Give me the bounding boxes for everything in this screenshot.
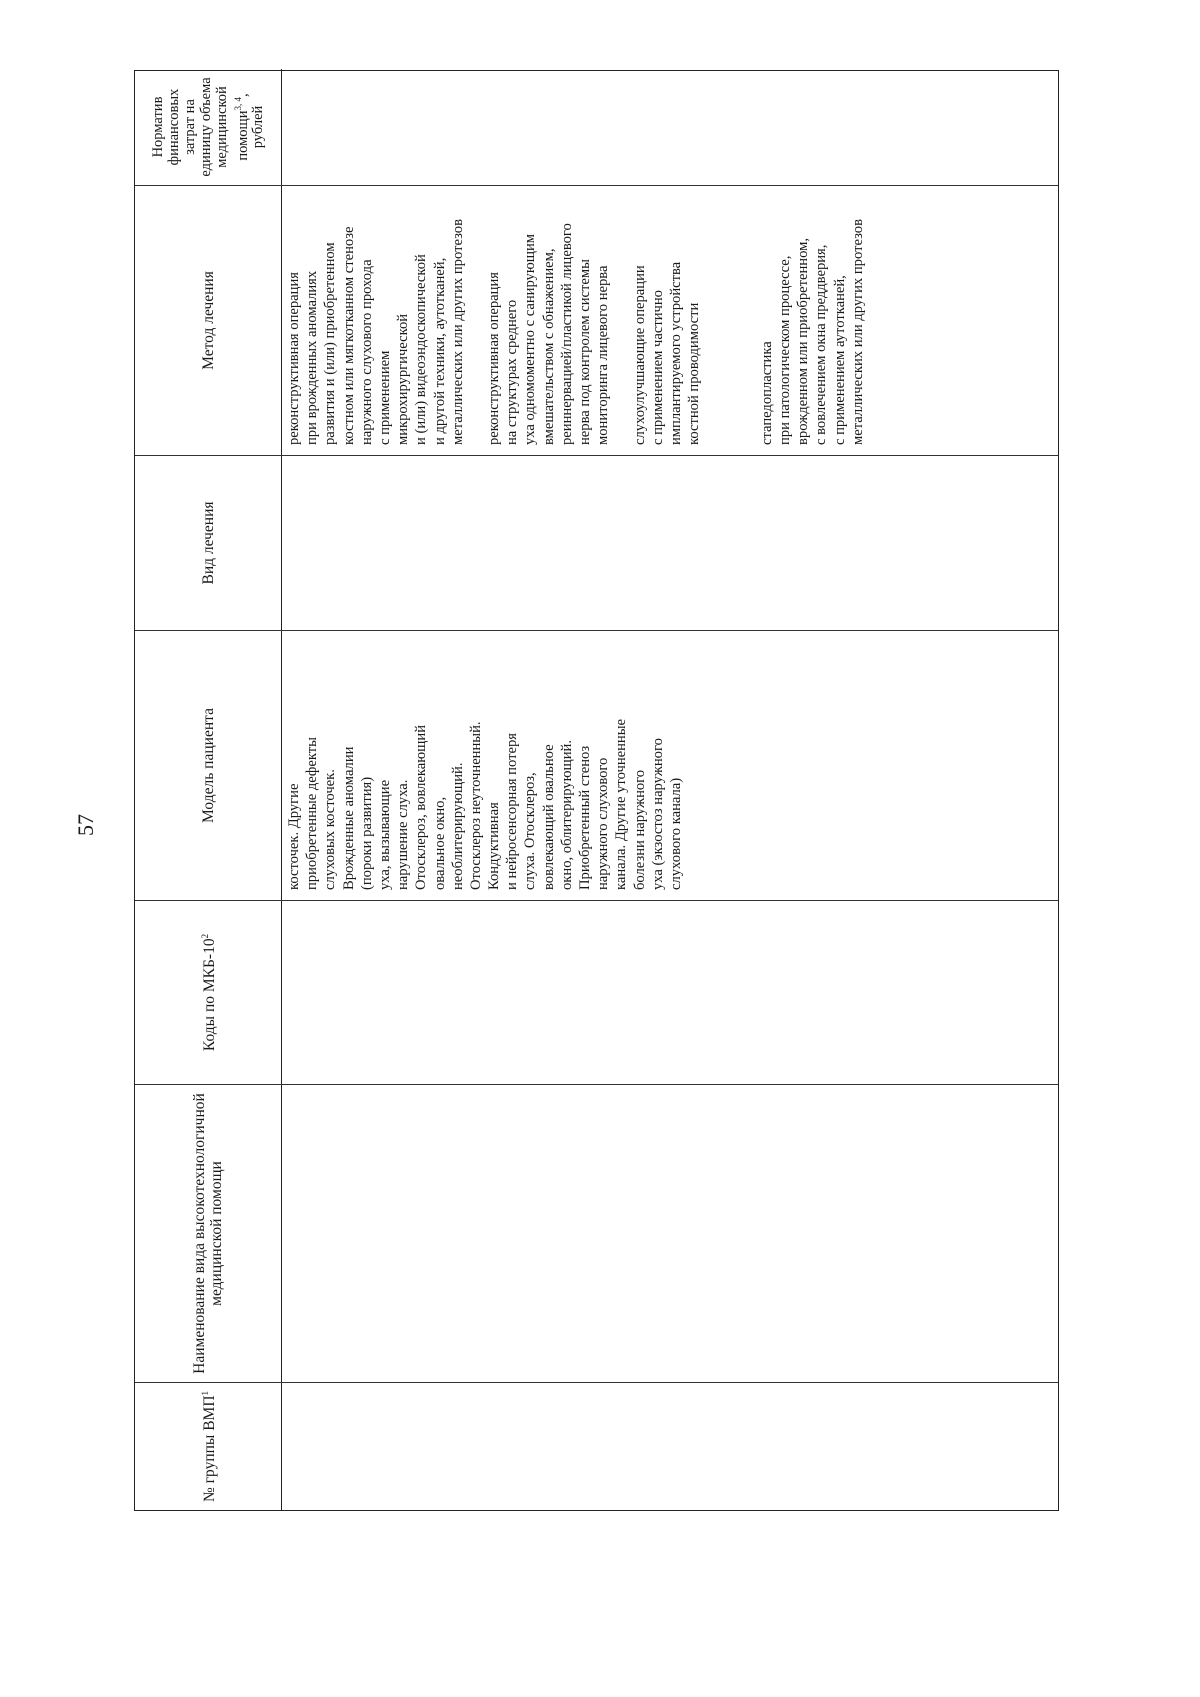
method-text-line: реконструктивная операция <box>286 272 302 445</box>
header-norm-text: Норматив финансовых затрат на единицу объема медицинской помощи <box>149 77 251 177</box>
model-text-line: нарушение слуха. <box>395 779 412 890</box>
header-codes-text: Коды по МКБ-10 <box>201 938 219 1052</box>
col-group-no <box>135 1382 1058 1510</box>
method-text-line: и другой техники, аутотканей, <box>431 257 448 445</box>
model-text-line: Кондуктивная <box>486 802 503 890</box>
method-text-line: стапедопластика <box>758 341 775 445</box>
method-text-line: с применением частично <box>649 290 666 445</box>
method-text-line: металлических или других протезов <box>849 219 866 445</box>
header-codes <box>135 901 282 1084</box>
page-number: 57 <box>73 814 98 836</box>
method-text-line: при врожденных аномалиях <box>304 270 321 445</box>
method-text-line: уха одномоментно с санирующим <box>522 233 539 445</box>
model-text-line: болезни наружного <box>631 769 648 890</box>
method-text <box>285 190 867 445</box>
header-norm-unit: , рублей <box>234 93 267 149</box>
header-name: Наименование вида высокотехнологичной медицинской помощи <box>135 1085 282 1382</box>
method-text-line: металлических или других протезов <box>449 219 466 445</box>
model-text-line: слуховых косточек. <box>322 769 339 890</box>
treatment-table <box>134 70 1059 1511</box>
model-text-line: уха (экзостоз наружного <box>649 738 666 890</box>
model-text-line: наружного слухового <box>595 757 612 890</box>
method-text-line: реиннервацией/пластикой лицевого <box>558 223 575 445</box>
model-text-line: необлитерирующий. <box>449 762 466 890</box>
method-text-line: нерва под контролем системы <box>577 259 593 445</box>
method-text-line: костном или мягкотканном стенозе <box>340 226 357 445</box>
model-text-line: Приобретенный стеноз <box>577 745 593 890</box>
model-text-line: (пороки развития) <box>358 776 375 890</box>
header-norm-sup: 3, 4 <box>232 97 243 111</box>
method-text-line: развития и (или) приобретенном <box>322 242 339 445</box>
method-text-line: с вовлечением окна преддверия, <box>813 244 830 445</box>
model-text-line: уха, вызывающие <box>376 779 393 890</box>
method-text-gap <box>703 190 721 445</box>
header-model: Модель пациента <box>135 631 282 900</box>
model-text-line: Отосклероз неуточненный. <box>467 721 484 890</box>
method-text-line: на структурах среднего <box>504 299 521 445</box>
method-text-line: реконструктивная операция <box>486 272 503 445</box>
method-text-line: наружного слухового прохода <box>358 259 375 445</box>
header-method: Метод лечения <box>135 186 282 455</box>
method-text-line: вмешательством с обнажением, <box>540 248 557 445</box>
model-text-line: приобретенные дефекты <box>304 737 321 890</box>
method-text-line: при патологическом процессе, <box>777 255 794 445</box>
header-group-no-text: № группы ВМП <box>201 1395 219 1502</box>
model-text-line: Отосклероз, вовлекающий <box>413 724 430 890</box>
model-text-line: косточек. Другие <box>286 783 302 890</box>
method-text-gap <box>722 190 740 445</box>
col-name <box>135 1084 1058 1382</box>
method-text-gap <box>612 190 630 445</box>
header-kind: Вид лечения <box>135 456 282 630</box>
model-text <box>285 635 685 890</box>
col-kind <box>135 455 1058 630</box>
method-text-line: врожденном или приобретенном, <box>795 238 812 445</box>
method-text-line: микрохирургической <box>395 313 412 445</box>
model-text-line: вовлекающий овальное <box>540 744 557 890</box>
col-norm <box>135 69 1058 185</box>
model-text-line: овальное окно, <box>431 796 448 890</box>
col-model <box>135 630 1058 900</box>
header-codes-sup: 2 <box>200 933 211 939</box>
method-text-line: и (или) видеоэндоскопической <box>413 254 430 445</box>
model-text-line: слуха. Отосклероз, <box>522 772 539 890</box>
method-text-line: с применением <box>376 350 393 445</box>
method-text-line: с применением аутотканей, <box>831 275 848 445</box>
model-text-line: канала. Другие уточненные <box>613 718 630 890</box>
model-text-line: окно, облитерирующий. <box>558 739 575 890</box>
model-text-line: и нейросенсорная потеря <box>504 733 521 890</box>
header-norm <box>135 69 282 185</box>
method-text-line: мониторинга лицевого нерва <box>595 265 612 445</box>
method-text-gap <box>740 190 758 445</box>
method-text-line: костной проводимости <box>686 302 703 445</box>
header-group-no <box>135 1383 282 1510</box>
col-method <box>135 185 1058 455</box>
col-codes <box>135 900 1058 1084</box>
method-text-line: имплантируемого устройства <box>667 261 684 445</box>
method-text-line: слухоулучшающие операции <box>631 265 648 445</box>
header-group-no-sup: 1 <box>200 1390 211 1396</box>
method-text-gap <box>467 190 485 445</box>
model-text-line: слухового канала) <box>667 777 684 890</box>
model-text-line: Врожденные аномалии <box>340 746 357 890</box>
